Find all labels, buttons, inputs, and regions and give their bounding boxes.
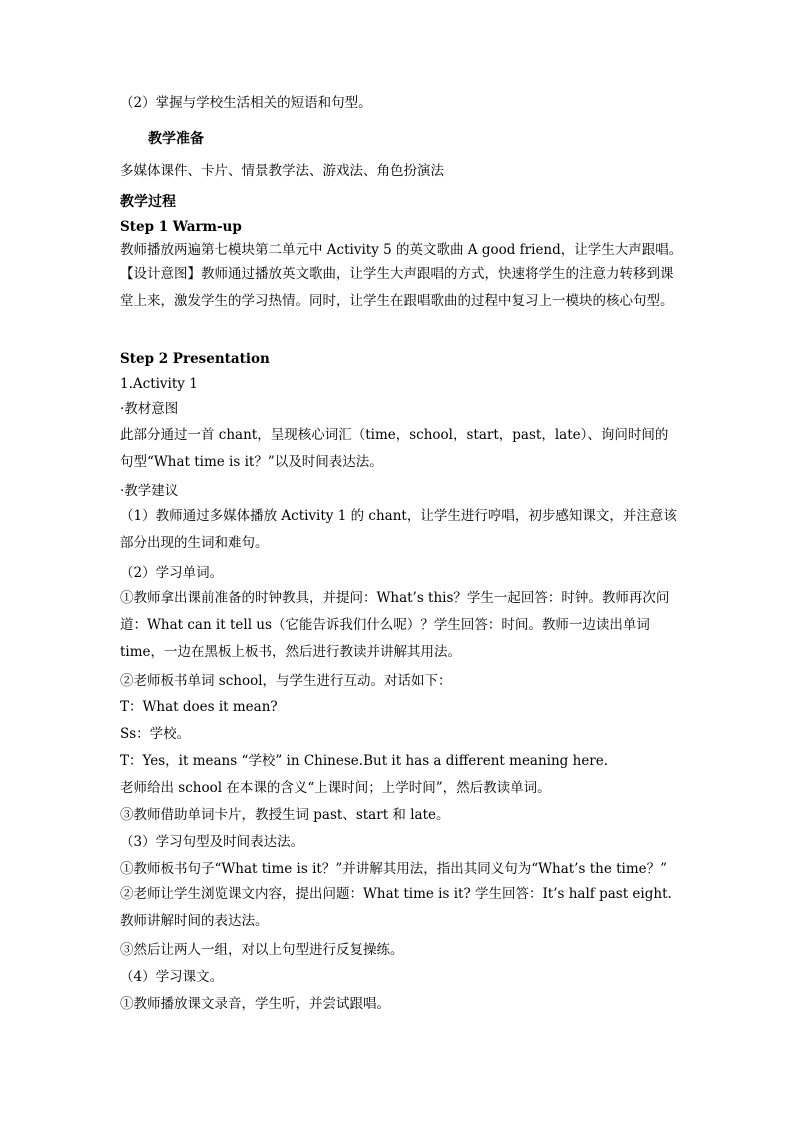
- section-heading-process: 教学过程: [120, 194, 176, 210]
- suggestion-2-item-b: ②老师板书单词 school，与学生进行互动。对话如下：: [120, 673, 452, 689]
- suggestion-2-item-c: ③教师借助单词卡片，教授生词 past、start 和 late。: [120, 807, 450, 823]
- suggestion-1-paragraph: （1）教师通过多媒体播放 Activity 1 的 chant，让学生进行哼唱，初步感知课文，并注意该部分出现的生词和难句。: [120, 508, 677, 551]
- suggestion-4-item-a: ①教师播放课文录音，学生听，并尝试跟唱。: [120, 996, 390, 1012]
- suggestion-3-item-c: ③然后让两人一组，对以上句型进行反复操练。: [120, 942, 404, 958]
- textbook-intent-heading: ·教材意图: [120, 401, 179, 417]
- suggestion-4-heading: （4）学习课文。: [120, 969, 224, 985]
- section-heading-preparation: 教学准备: [148, 131, 204, 147]
- dialogue-line-2: Ss：学校。: [120, 726, 191, 742]
- suggestion-2-item-a: ①教师拿出课前准备的时钟教具，并提问：What’s this？学生一起回答：时钟。教师再次问道：What can it tell us（它能告诉我们什么呢）？学生回答：时间。教师一边读出单词 time，一边在黑板上板书，然后进行教读并讲解其用法。: [120, 590, 670, 660]
- school-meaning-line: 老师给出 school 在本课的含义“上课时间；上学时间”，然后教读单词。: [120, 780, 551, 796]
- textbook-intent-paragraph: 此部分通过一首 chant，呈现核心词汇（time，school，start，past，late）、询问时间的句型“What time is it？”以及时间表达法。: [120, 427, 669, 470]
- dialogue-line-3: T：Yes，it means “学校” in Chinese.But it has a different meaning here.: [120, 753, 609, 769]
- preparation-text: 多媒体课件、卡片、情景教学法、游戏法、角色扮演法: [120, 163, 444, 179]
- teaching-suggestion-heading: ·教学建议: [120, 483, 179, 499]
- suggestion-2-heading: （2）学习单词。: [120, 565, 224, 581]
- dialogue-line-1: T：What does it mean?: [120, 699, 278, 715]
- step-2-heading: Step 2 Presentation: [120, 351, 270, 367]
- step-1-heading: Step 1 Warm-up: [120, 219, 242, 235]
- suggestion-3-heading: （3）学习句型及时间表达法。: [120, 834, 305, 850]
- suggestion-3-item-b: ②老师让学生浏览课文内容，提出问题：What time is it? 学生回答：It’s half past eight.教师讲解时间的表达法。: [120, 886, 672, 929]
- activity-1-heading: 1.Activity 1: [120, 376, 198, 392]
- objective-item-2: （2）掌握与学校生活相关的短语和句型。: [120, 95, 372, 111]
- warmup-paragraph: 教师播放两遍第七模块第二单元中 Activity 5 的英文歌曲 A good friend，让学生大声跟唱。: [120, 242, 683, 258]
- design-intent-paragraph: 【设计意图】教师通过播放英文歌曲，让学生大声跟唱的方式，快速将学生的注意力转移到课堂上来，激发学生的学习热情。同时，让学生在跟唱歌曲的过程中复习上一模块的核心句型。: [120, 266, 674, 309]
- suggestion-3-item-a: ①教师板书句子“What time is it？”并讲解其用法，指出其同义句为“What’s the time？”: [120, 861, 668, 877]
